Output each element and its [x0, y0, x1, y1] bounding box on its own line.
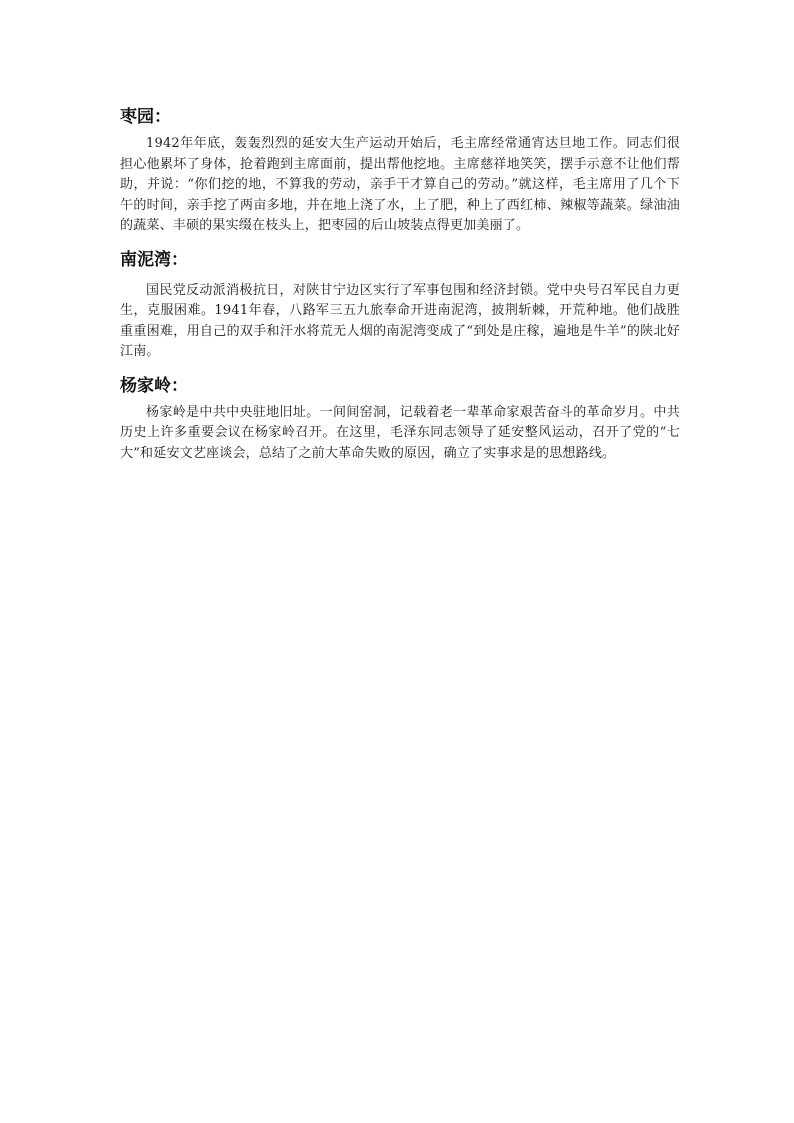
section-body-nanniwan: 国民党反动派消极抗日，对陕甘宁边区实行了军事包围和经济封锁。党中央号召军民自力更生，克服困难。1941年春，八路军三五九旅奉命开进南泥湾，披荆斩棘，开荒种地。他们战胜重重困难，用自己的双手和汗水将荒无人烟的南泥湾变成了“到处是庄稼，遍地是牛羊”的陕北好江南。 — [120, 282, 680, 359]
document-content — [120, 104, 680, 464]
section-heading-zaoyuan: 枣园： — [120, 107, 171, 127]
section-body-yangjialing: 杨家岭是中共中央驻地旧址。一间间窑洞，记载着老一辈革命家艰苦奋斗的革命岁月。中共历史上许多重要会议在杨家岭召开。在这里，毛泽东同志领导了延安整风运动，召开了党的“七大”和延安文艺座谈会，总结了之前大革命失败的原因，确立了实事求是的思想路线。 — [120, 404, 680, 461]
section-zaoyuan — [120, 104, 680, 237]
section-nanniwan — [120, 247, 680, 363]
section-heading-yangjialing: 杨家岭： — [120, 375, 188, 396]
section-heading-nanniwan: 南泥湾： — [120, 249, 188, 270]
section-yangjialing — [120, 373, 680, 465]
section-body-zaoyuan: 1942年年底，轰轰烈烈的延安大生产运动开始后，毛主席经常通宵达旦地工作。同志们很担心他累坏了身体，抢着跑到主席面前，提出帮他挖地。主席慈祥地笑笑，摆手示意不让他们帮助，并说：“你们挖的地，不算我的劳动，亲手干才算自己的劳动。”就这样，毛主席用了几个下午的时间，亲手挖了两亩多地，并在地上浇了水，上了肥，种上了西红柿、辣椒等蔬菜。绿油油的蔬菜、丰硕的果实缀在枝头上，把枣园的后山坡装点得更加美丽了。 — [120, 136, 680, 233]
